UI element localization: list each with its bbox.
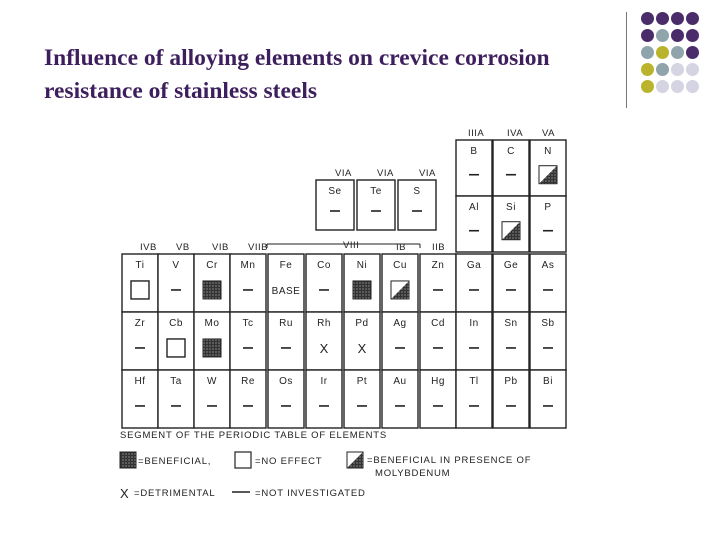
element-symbol: W <box>207 376 217 387</box>
element-symbol: Pt <box>356 376 368 387</box>
decorative-dot <box>641 29 654 42</box>
group-label: VA <box>542 128 555 139</box>
detrimental-mark: X <box>319 340 329 356</box>
element-symbol: Au <box>393 376 407 387</box>
decorative-dot <box>686 29 699 42</box>
element-symbol: Bi <box>543 376 553 387</box>
element-symbol: Si <box>506 202 516 213</box>
group-label: IIIA <box>468 128 485 139</box>
element-symbol: Zn <box>431 260 445 271</box>
group-label: VB <box>176 242 190 253</box>
group-label: VIIB <box>248 242 268 253</box>
decorative-dot <box>686 80 699 93</box>
beneficial-mark <box>203 281 221 299</box>
group-label: VIB <box>212 242 229 253</box>
element-symbol: V <box>172 260 180 271</box>
element-symbol: Cb <box>169 318 183 329</box>
element-symbol: Mn <box>240 260 256 271</box>
element-symbol: Rh <box>317 318 331 329</box>
element-symbol: S <box>413 186 421 197</box>
group-label: VIA <box>377 168 394 179</box>
decorative-dot <box>656 12 669 25</box>
legend-beneficial-mo-label-2: MOLYBDENUM <box>375 468 451 479</box>
element-symbol: As <box>541 260 555 271</box>
decorative-dot <box>686 12 699 25</box>
periodic-table-figure <box>110 120 570 510</box>
beneficial-with-mo-mark <box>539 166 557 184</box>
periodic-table-svg <box>110 120 570 510</box>
element-symbol: Pd <box>355 318 369 329</box>
element-symbol: Os <box>279 376 293 387</box>
decorative-dot <box>641 46 654 59</box>
decorative-dot <box>686 46 699 59</box>
element-symbol: Pb <box>504 376 518 387</box>
element-symbol: Ru <box>279 318 293 329</box>
group-label: IIB <box>432 242 446 253</box>
element-symbol: In <box>469 318 479 329</box>
element-symbol: Sb <box>541 318 555 329</box>
decorative-dot <box>656 29 669 42</box>
element-symbol: C <box>507 146 515 157</box>
beneficial-with-mo-mark <box>391 281 409 299</box>
group-label: IVB <box>140 242 157 253</box>
figure-caption: SEGMENT OF THE PERIODIC TABLE OF ELEMENTS <box>120 430 388 441</box>
no-effect-mark <box>131 281 149 299</box>
legend-no-effect-swatch <box>235 452 251 468</box>
group-label: VIA <box>419 168 436 179</box>
legend-not-investigated-label: =NOT INVESTIGATED <box>255 488 366 499</box>
legend-detrimental-label: =DETRIMENTAL <box>134 488 216 499</box>
element-symbol: Ge <box>503 260 519 271</box>
element-symbol: Se <box>328 186 342 197</box>
element-symbol: Ag <box>393 318 407 329</box>
divider-line <box>626 12 627 108</box>
legend-no-effect-label: =NO EFFECT <box>255 456 323 467</box>
detrimental-mark: X <box>357 340 367 356</box>
decorative-dot <box>686 63 699 76</box>
decorative-dot <box>641 80 654 93</box>
legend-beneficial-swatch <box>120 452 136 468</box>
element-symbol: Cr <box>206 260 218 271</box>
decorative-dot <box>641 63 654 76</box>
decorative-dot <box>656 63 669 76</box>
legend-beneficial-mo-label: =BENEFICIAL IN PRESENCE OF <box>367 455 532 466</box>
element-symbol: Re <box>241 376 255 387</box>
element-symbol: Sn <box>504 318 518 329</box>
decorative-dot <box>671 46 684 59</box>
element-symbol: Zr <box>134 318 146 329</box>
element-symbol: Tl <box>469 376 479 387</box>
decorative-dot <box>641 12 654 25</box>
element-symbol: Cu <box>393 260 407 271</box>
beneficial-mark <box>203 339 221 357</box>
decorative-dot <box>671 63 684 76</box>
element-symbol: N <box>544 146 552 157</box>
group-label: IB <box>396 242 406 253</box>
element-symbol: Co <box>317 260 331 271</box>
decorative-dot <box>671 12 684 25</box>
decorative-dot <box>656 46 669 59</box>
element-symbol: Hf <box>134 376 146 387</box>
group-label: VIA <box>335 168 352 179</box>
group-label: VIII <box>343 240 360 251</box>
element-symbol: Tc <box>242 318 254 329</box>
beneficial-mark <box>353 281 371 299</box>
element-symbol: Mo <box>204 318 220 329</box>
element-symbol: Ni <box>356 260 368 271</box>
element-symbol: Fe <box>279 260 293 271</box>
element-symbol: B <box>470 146 478 157</box>
slide-title: Influence of alloying elements on crevice corrosion resistance of stainless steels <box>44 45 550 104</box>
decorative-dot <box>671 80 684 93</box>
group-label: IVA <box>507 128 524 139</box>
base-label: BASE <box>271 285 301 297</box>
element-symbol: Ta <box>170 376 182 387</box>
element-symbol: Te <box>370 186 382 197</box>
legend-detrimental-symbol: X <box>120 486 129 501</box>
element-symbol: Ga <box>466 260 482 271</box>
element-symbol: Hg <box>431 376 445 387</box>
decorative-dot <box>671 29 684 42</box>
element-symbol: Ir <box>320 376 328 387</box>
legend-beneficial-label: =BENEFICIAL, <box>138 456 212 467</box>
decorative-dot <box>656 80 669 93</box>
element-symbol: Cd <box>431 318 445 329</box>
element-symbol: Ti <box>135 260 145 271</box>
element-symbol: Al <box>469 202 479 213</box>
element-symbol: P <box>544 202 552 213</box>
no-effect-mark <box>167 339 185 357</box>
beneficial-with-mo-mark <box>502 222 520 240</box>
